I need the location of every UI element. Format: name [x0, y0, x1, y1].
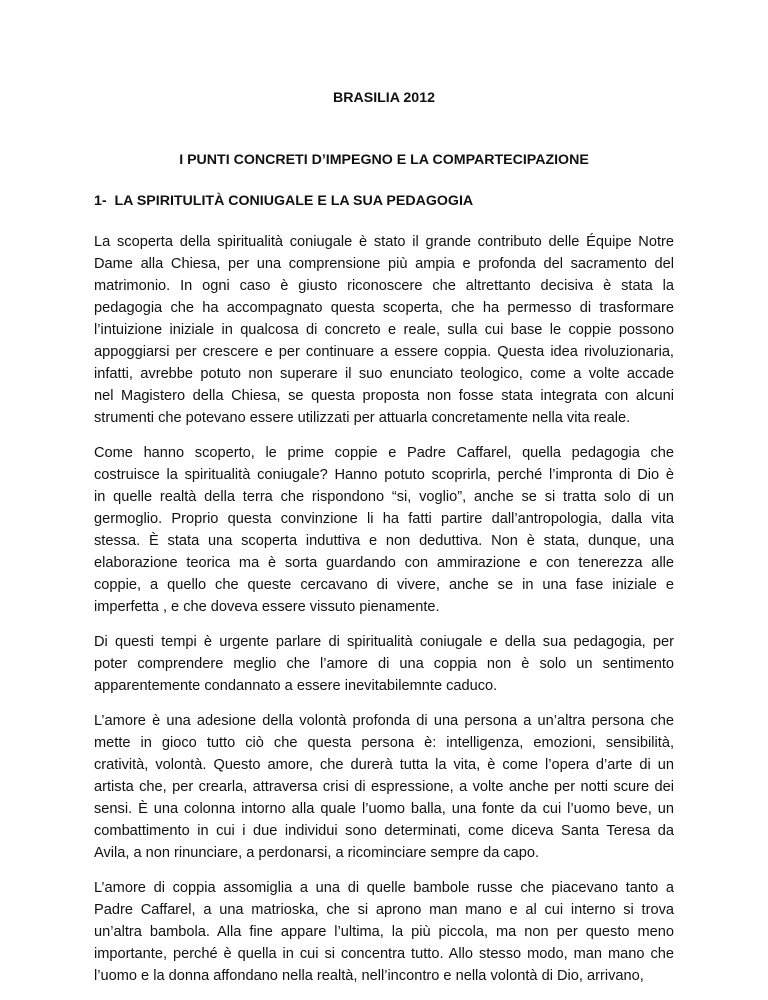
paragraph-line: infatti, avrebbe potuto non superare il suo enunciato teologico, come a volte accade [94, 366, 674, 382]
paragraph-line: Come hanno scoperto, le prime coppie e Padre Caffarel, quella pedagogia che [94, 445, 674, 461]
document-subtitle: I PUNTI CONCRETI D’IMPEGNO E LA COMPARTECIPAZIONE [179, 152, 589, 168]
paragraph-line: un’altra bambola. Alla fine appare l’ultima, la più piccola, ma non per questo meno [94, 924, 674, 940]
paragraph-line: cratività, volontà. Questo amore, che durerà tutta la vita, è come l’opera d’arte di un [94, 757, 674, 773]
document-title: BRASILIA 2012 [333, 90, 435, 106]
paragraph-line: germoglio. Proprio questa convinzione li ha fatti partire dall’antropologia, dalla vita [94, 511, 674, 527]
paragraph [94, 442, 674, 618]
paragraph-line: sensi. È una colonna intorno alla quale l’uomo balla, una fonte da cui l’uomo beve, un [94, 801, 674, 817]
paragraph [94, 631, 674, 697]
paragraph-line: appoggiarsi per crescere e per continuare a essere coppia. Questa idea rivoluzionaria, [94, 344, 674, 360]
paragraph-line: Dame alla Chiesa, per una comprensione più ampia e profonda del sacramento del [94, 256, 674, 272]
paragraph-line: Padre Caffarel, a una matrioska, che si aprono man mano e al cui interno si trova [94, 902, 674, 918]
paragraph-line: pedagogia che ha accompagnato questa scoperta, che ha permesso di trasformare [94, 300, 674, 316]
paragraph-line: combattimento in cui i due individui sono determinati, come diceva Santa Teresa da [94, 823, 674, 839]
paragraph-line: Di questi tempi è urgente parlare di spiritualità coniugale e della sua pedagogia, per [94, 634, 674, 650]
paragraph-line: costruisce la spiritualità coniugale? Hanno potuto scoprirla, perché l’impronta di Dio è [94, 467, 674, 483]
paragraph-line: apparentemente condannato a essere inevitabilemnte caduco. [94, 678, 498, 694]
paragraph-line: l’uomo e la donna affondano nella realtà, nell’incontro e nella volontà di Dio, arrivano, [94, 968, 644, 984]
paragraph-line: mette in gioco tutto ciò che questa persona è: intelligenza, emozioni, sensibilità, [94, 735, 674, 751]
paragraph [94, 710, 674, 864]
paragraph-line: importante, perché è quella in cui si concentra tutto. Allo stesso modo, man mano che [94, 946, 674, 962]
paragraph-line: poter comprendere meglio che l’amore di una coppia non è solo un sentimento [94, 656, 674, 672]
document-body [94, 231, 674, 1000]
paragraph-line: Avila, a non rinunciare, a perdonarsi, a ricominciare sempre da capo. [94, 845, 540, 861]
section-heading: 1- LA SPIRITULITÀ CONIUGALE E LA SUA PEDAGOGIA [94, 193, 474, 209]
paragraph-line: l’intuizione iniziale in qualcosa di concreto e reale, sulla cui base le coppie possono [94, 322, 674, 338]
paragraph-line: strumenti che potevano essere utilizzati per attuarla concretamente nella vita reale. [94, 410, 631, 426]
paragraph-line: elaborazione teorica ma è sorta guardando con ammirazione e con tenerezza alle [94, 555, 674, 571]
paragraph [94, 231, 674, 429]
paragraph-line: stessa. È stata una scoperta induttiva e non deduttiva. Non è stata, dunque, una [94, 533, 674, 549]
paragraph-line: artista che, per crearla, attraversa crisi di espressione, a volte anche per notti scure dei [94, 779, 674, 795]
paragraph-line: imperfetta , e che doveva essere vissuto pienamente. [94, 599, 440, 615]
paragraph-line: nel Magistero della Chiesa, se questa proposta non fosse stata integrata con alcuni [94, 388, 674, 404]
paragraph-line: L’amore di coppia assomiglia a una di quelle bambole russe che piacevano tanto a [94, 880, 674, 896]
paragraph-line: matrimonio. In ogni caso è giusto riconoscere che altrettanto decisiva è stata la [94, 278, 674, 294]
paragraph [94, 877, 674, 987]
paragraph-line: coppie, a quello che queste cercavano di vivere, anche se in una fase iniziale e [94, 577, 674, 593]
paragraph-line: L’amore è una adesione della volontà profonda di una persona a un’altra persona che [94, 713, 674, 729]
paragraph-line: La scoperta della spiritualità coniugale è stato il grande contributo delle Équipe Notre [94, 234, 674, 250]
paragraph-line: in quelle realtà della terra che rispondono “si, voglio”, anche se si tratta solo di un [94, 489, 674, 505]
